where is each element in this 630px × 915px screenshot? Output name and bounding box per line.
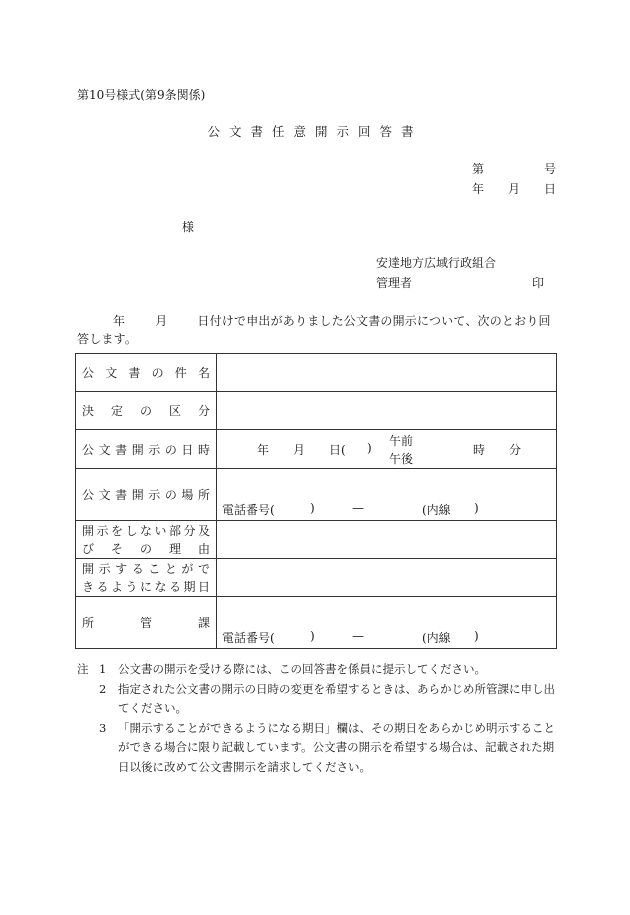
label-place: 公文書開示の場所	[82, 488, 210, 502]
dt-year: 年	[257, 443, 270, 457]
dt-pm: 午後	[389, 452, 414, 466]
doc-number-prefix: 第	[472, 162, 485, 176]
place-phone	[222, 501, 522, 517]
label-decision: 決定の区分	[82, 404, 210, 418]
dt-day-close: )	[367, 441, 372, 455]
phone-extension-close: )	[474, 629, 479, 643]
section-phone	[222, 629, 522, 645]
note-text: 「開示することができるようになる期日」欄は、その期日をあらかじめ明示することができる場合に限り記載しています。公文書の開示を希望する場合は、記載された期日以後に改めて公文書開示を請求してください。	[118, 720, 555, 774]
phone-close: )	[310, 629, 315, 643]
datetime-field[interactable]	[217, 430, 557, 469]
dt-month: 月	[293, 443, 306, 457]
label-section: 所管課	[82, 616, 210, 630]
note-text: 指定された公文書の開示の日時の変更を希望するときは、あらかじめ所管課に申し出てください。	[118, 681, 555, 715]
phone-label: 電話番号(	[222, 503, 275, 517]
dt-day-open: 日(	[329, 443, 346, 457]
date-year: 年	[472, 182, 485, 196]
phone-extension-close: )	[474, 501, 479, 515]
label-nondisclosure-line1: 開示をしない部分及	[82, 523, 210, 538]
date-day: 日	[544, 182, 557, 196]
issuer-role: 管理者	[376, 276, 413, 290]
phone-extension-open: (内線	[422, 503, 451, 517]
note-item	[77, 660, 559, 680]
issuer-organization: 安達地方広域行政組合	[376, 256, 497, 270]
note-number: 2	[99, 681, 107, 696]
dt-hour: 時	[473, 443, 486, 457]
phone-extension-open: (内線	[422, 631, 451, 645]
intro-text: 日付けで申出がありました公文書の開示について、次のとおり回答します。	[77, 314, 551, 346]
intro-month: 月	[155, 314, 168, 328]
phone-close: )	[310, 501, 315, 515]
nondisclosure-field[interactable]	[217, 521, 557, 559]
notes-label: 注	[77, 662, 89, 676]
note-number: 3	[99, 720, 107, 735]
label-period-line1: 開示することがで	[82, 561, 210, 576]
dt-am: 午前	[389, 434, 414, 448]
form-number: 第10号様式(第9条関係)	[77, 88, 206, 102]
period-field[interactable]	[217, 559, 557, 597]
decision-field[interactable]	[217, 392, 557, 430]
response-table	[75, 353, 557, 649]
addressee-honorific: 様	[182, 220, 195, 234]
note-text: 公文書の開示を受ける際には、この回答書を係員に提示してください。	[118, 662, 486, 676]
dt-minute: 分	[509, 443, 522, 457]
label-datetime: 公文書開示の日時	[82, 442, 210, 457]
intro-paragraph	[77, 312, 559, 348]
notes-section	[77, 660, 559, 777]
label-period-line2: きるようになる期日	[82, 579, 210, 594]
place-field[interactable]	[217, 469, 557, 521]
seal-mark: 印	[532, 276, 545, 290]
phone-dash: —	[352, 501, 364, 515]
note-item	[77, 680, 559, 719]
page-title: 公文書任意開示回答書	[207, 124, 423, 139]
intro-year: 年	[113, 314, 126, 328]
label-nondisclosure-line2: びその理由	[82, 541, 210, 556]
document-name-field[interactable]	[217, 354, 557, 392]
note-item	[77, 719, 559, 778]
date-month: 月	[508, 182, 521, 196]
label-document-name: 公文書の件名	[82, 366, 210, 380]
phone-dash: —	[352, 629, 364, 643]
phone-label: 電話番号(	[222, 631, 275, 645]
doc-number-suffix: 号	[544, 162, 557, 176]
note-number: 1	[99, 662, 107, 676]
section-field[interactable]	[217, 597, 557, 649]
